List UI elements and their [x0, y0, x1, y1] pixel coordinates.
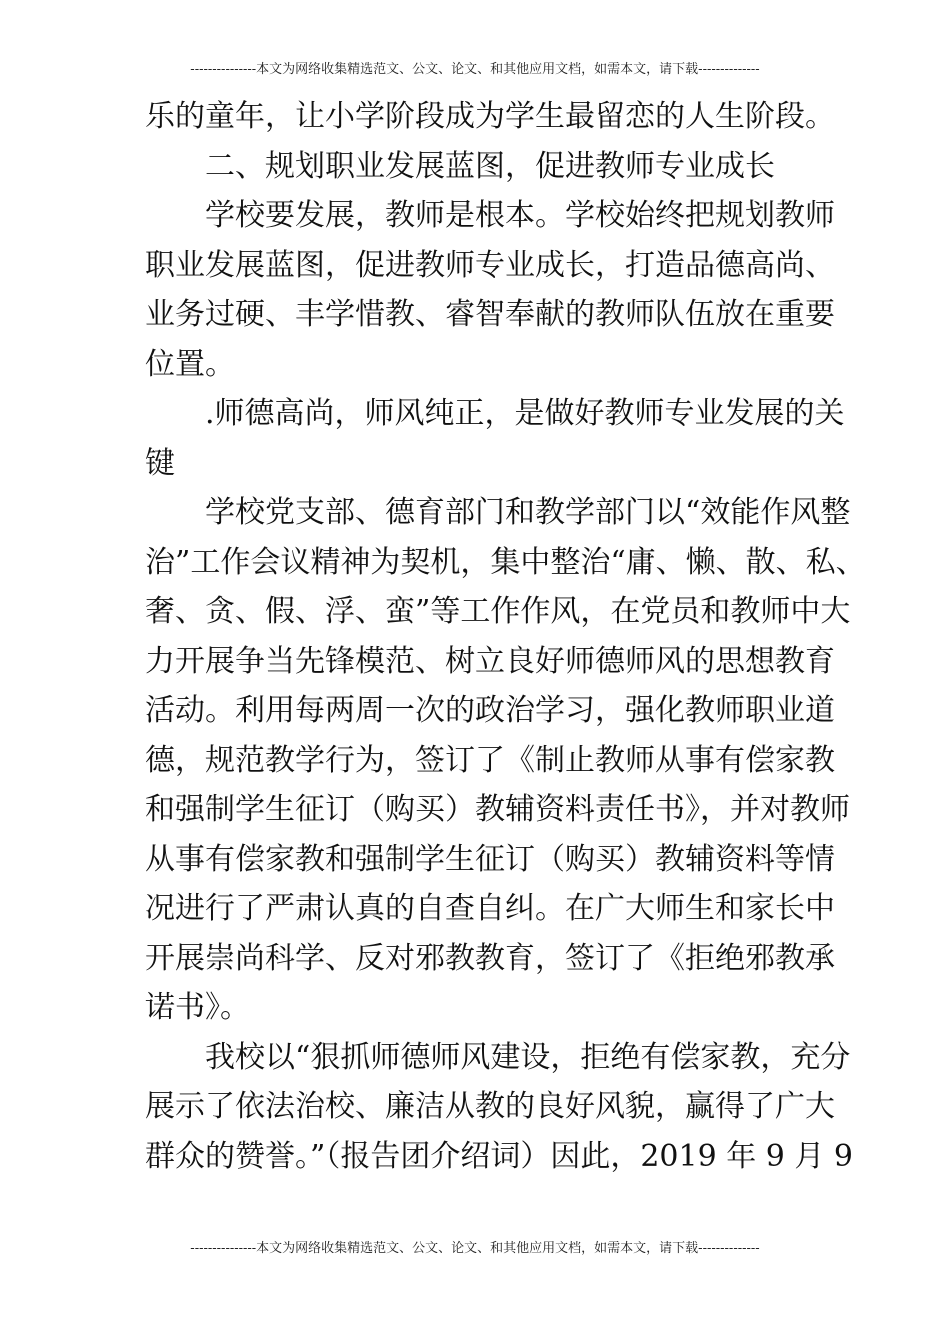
text-line: 力开展争当先锋模范、树立良好师德师风的思想教育: [145, 643, 835, 679]
text-line: 展示了依法治校、廉洁从教的良好风貌，赢得了广大: [145, 1089, 835, 1124]
text-line: 位置。: [145, 346, 235, 382]
text-line: 业务过硬、丰学惜教、睿智奉献的教师队伍放在重要: [145, 297, 835, 332]
text-line: 奢、贪、假、浮、蛮”等工作作风，在党员和教师中大: [145, 594, 851, 629]
text-line: 况进行了严肃认真的自查自纠。在广大师生和家长中: [145, 891, 835, 926]
section-heading: 二、规划职业发展蓝图，促进教师专业成长: [205, 148, 775, 184]
document-body: [145, 92, 866, 1181]
text-line: 我校以“狠抓师德师风建设，拒绝有偿家教，充分: [205, 1039, 851, 1075]
text-line: 德，规范教学行为，签订了《制止教师从事有偿家教: [145, 742, 835, 778]
text-line: 职业发展蓝图，促进教师专业成长，打造品德高尚、: [145, 247, 835, 283]
text-line: 学校党支部、德育部门和教学部门以“效能作风整: [205, 495, 851, 530]
text-line: 学校要发展，教师是根本。学校始终把规划教师: [205, 198, 835, 233]
text-line: 诺书》。: [145, 990, 250, 1025]
text-line: 群众的赞誉。”（报告团介绍词）因此，2019 年 9 月 9: [145, 1138, 854, 1174]
text-line: 从事有偿家教和强制学生征订（购买）教辅资料等情: [145, 841, 835, 877]
text-line: 和强制学生征订（购买）教辅资料责任书》，并对教师: [145, 792, 850, 827]
text-line: 键: [145, 445, 175, 481]
text-line: 乐的童年，让小学阶段成为学生最留恋的人生阶段。: [145, 99, 835, 134]
text-line: 开展崇尚科学、反对邪教教育，签订了《拒绝邪教承: [145, 940, 835, 976]
page-footer: ---------------本文为网络收集精选范文、公文、论文、和其他应用文档，如需本文，请下载--------------: [190, 1241, 760, 1256]
page-header: ---------------本文为网络收集精选范文、公文、论文、和其他应用文档，如需本文，请下载--------------: [190, 62, 760, 77]
text-line: 活动。利用每两周一次的政治学习，强化教师职业道: [145, 693, 835, 728]
text-line: 治”工作会议精神为契机，集中整治“庸、懒、散、私、: [145, 544, 866, 580]
subheading: .师德高尚，师风纯正，是做好教师专业发展的关: [205, 396, 845, 431]
